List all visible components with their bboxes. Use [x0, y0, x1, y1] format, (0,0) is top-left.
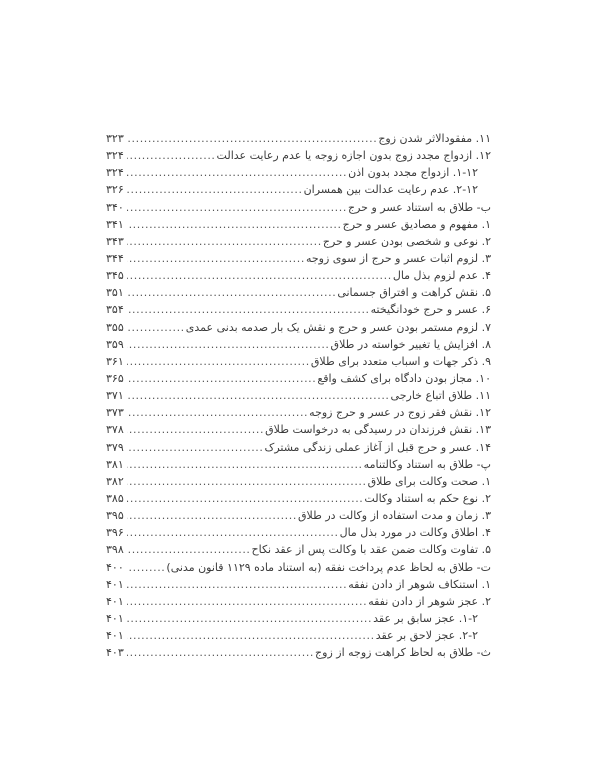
toc-entry	[106, 147, 491, 164]
toc-entry-page: ۳۷۱	[106, 389, 124, 403]
toc-entry	[106, 404, 491, 421]
toc-entry-title: پ- طلاق به استناد وکالتنامه	[363, 457, 491, 471]
dotted-leader	[127, 507, 297, 524]
toc-entry	[106, 370, 491, 387]
toc-entry-page: ۳۶۵	[106, 371, 124, 385]
toc-entry-page: ۳۲۶	[106, 183, 124, 197]
dotted-leader	[127, 439, 264, 456]
dotted-leader	[127, 301, 370, 318]
toc-entry-title: ۲. نوعی و شخصی بودن عسر و حرج	[322, 234, 491, 248]
dotted-leader	[127, 593, 367, 610]
toc-entry	[106, 541, 491, 558]
toc-entry-page: ۳۲۳	[106, 132, 124, 145]
toc-entry-page: ۳۵۹	[106, 337, 124, 351]
toc-entry-title: ۲-۲. عجز لاحق بر عقد	[375, 629, 478, 643]
toc-entry-title: ۴. عدم لزوم بذل مال	[392, 269, 491, 283]
toc-entry-page: ۳۷۸	[106, 423, 124, 437]
toc-entry-page: ۳۷۳	[106, 406, 124, 420]
dotted-leader	[127, 610, 372, 627]
toc-entry	[106, 353, 491, 370]
toc-entry-title: ۷. لزوم مستمر بودن عسر و حرج و نقش یک بار صدمه بدنی عمدی	[185, 320, 491, 334]
dotted-leader	[127, 387, 390, 404]
toc-entry-page: ۳۹۸	[106, 543, 124, 557]
toc-entry	[106, 199, 491, 216]
toc-entry	[106, 387, 491, 404]
toc-entry-page: ۳۲۴	[106, 166, 124, 180]
toc-entry-title: ۱۲. ازدواج مجدد زوج بدون اجازه زوجه یا عدم رعایت عدالت	[216, 149, 491, 163]
toc-entry-page: ۳۴۱	[106, 217, 124, 231]
toc-entry-page: ۳۹۵	[106, 509, 124, 523]
toc-entry	[106, 456, 491, 473]
toc-entry-title: ۱. صحت وکالت برای طلاق	[367, 474, 491, 488]
toc-entry	[106, 130, 491, 147]
dotted-leader	[127, 404, 308, 421]
toc-entry-title: ۲-۱۲. عدم رعایت عدالت بین همسران	[303, 183, 478, 197]
toc-entry-title: ۲. نوع حکم به استناد وکالت	[364, 491, 491, 505]
toc-entry	[106, 181, 491, 198]
toc-entry-page: ۴۰۱	[106, 577, 124, 591]
toc-entry	[106, 473, 491, 490]
toc-entry-title: ۱. مفهوم و مصادیق عسر و حرج	[342, 217, 491, 231]
toc-entry-title: ۱۰. مجاز بودن دادگاه برای کشف واقع	[317, 371, 491, 385]
toc-entry-title: ۶. عسر و حرج خودانگیخته	[370, 303, 491, 317]
toc-entry-title: ت- طلاق به لحاظ عدم پرداخت نفقه (به استناد ماده ۱۱۲۹ قانون مدنی)	[166, 560, 491, 574]
toc-entry-title: ۱. استنکاف شوهر از دادن نفقه	[348, 577, 491, 591]
dotted-leader	[127, 524, 339, 541]
toc-entry-title: ۴. اطلاق وکالت در مورد بذل مال	[339, 526, 491, 540]
dotted-leader	[127, 267, 392, 284]
dotted-leader	[127, 370, 317, 387]
toc-entry-page: ۴۰۰	[106, 560, 124, 574]
toc-entry	[106, 439, 491, 456]
toc-entry-page: ۳۲۴	[106, 149, 124, 163]
toc-entry-page: ۳۷۹	[106, 440, 124, 454]
toc-entry	[106, 319, 491, 336]
toc-entry	[106, 421, 491, 438]
toc-entry	[106, 490, 491, 507]
toc-entry-title: ۹. ذکر جهات و اسباب متعدد برای طلاق	[310, 354, 491, 368]
toc-entry-title: ۱-۱۲. ازدواج مجدد بدون اذن	[348, 166, 478, 180]
toc-entry-title: ث- طلاق به لحاظ کراهت زوجه از زوج	[315, 646, 491, 660]
toc-entry-title: ۱-۲. عجز سابق بر عقد	[373, 611, 478, 625]
dotted-leader	[127, 576, 347, 593]
toc-entry-title: ۲. عجز شوهر از دادن نفقه	[368, 594, 491, 608]
dotted-leader	[127, 421, 264, 438]
dotted-leader	[127, 164, 347, 181]
dotted-leader	[127, 319, 185, 336]
toc-entry	[106, 284, 491, 301]
dotted-leader	[127, 559, 166, 576]
toc-entry-page: ۳۴۵	[106, 269, 124, 283]
toc-entry	[106, 576, 491, 593]
toc-entry	[106, 593, 491, 610]
toc-entry	[106, 627, 491, 644]
toc-entry-title: ۱۴. عسر و حرج قبل از آغاز عملی زندگی مشترک	[264, 440, 491, 454]
toc-entry-page: ۳۵۴	[106, 303, 124, 317]
toc-entry-title: ب- طلاق به استناد عسر و حرج	[347, 200, 491, 214]
toc-entry-page: ۳۹۶	[106, 526, 124, 540]
toc-entry-title: ۱۱. مفقودالاثر شدن زوج	[378, 132, 491, 145]
toc-entry	[106, 301, 491, 318]
toc-entry-title: ۱۲. نقش فقر زوج در عسر و حرج زوجه	[309, 406, 491, 420]
dotted-leader	[127, 216, 342, 233]
toc-entry	[106, 524, 491, 541]
toc-entry	[106, 233, 491, 250]
toc-entry	[106, 644, 491, 661]
dotted-leader	[127, 199, 347, 216]
dotted-leader	[127, 250, 305, 267]
dotted-leader	[127, 181, 303, 198]
toc-entry-title: ۳. لزوم اثبات عسر و حرج از سوی زوجه	[305, 251, 491, 265]
dotted-leader	[127, 541, 251, 558]
toc-entry	[106, 164, 491, 181]
toc-list	[106, 130, 491, 661]
toc-entry-page: ۴۰۱	[106, 629, 124, 643]
toc-entry-page: ۳۵۵	[106, 320, 124, 334]
toc-entry-page: ۳۴۳	[106, 234, 124, 248]
toc-entry-title: ۵. تفاوت وکالت ضمن عقد با وکالت پس از عقد نکاح	[251, 543, 491, 557]
toc-entry-page: ۳۸۱	[106, 457, 124, 471]
toc-entry-page: ۴۰۱	[106, 594, 124, 608]
dotted-leader	[127, 130, 378, 147]
toc-entry	[106, 507, 491, 524]
dotted-leader	[127, 233, 322, 250]
toc-entry-page: ۴۰۱	[106, 611, 124, 625]
toc-entry-page: ۳۵۱	[106, 286, 124, 300]
toc-entry	[106, 610, 491, 627]
toc-entry	[106, 267, 491, 284]
dotted-leader	[127, 284, 337, 301]
toc-entry-title: ۵. نقش کراهت و افتراق جسمانی	[337, 286, 491, 300]
dotted-leader	[127, 147, 216, 164]
dotted-leader	[127, 456, 363, 473]
toc-entry-title: ۸. افزایش یا تغییر خواسته در طلاق	[330, 337, 491, 351]
toc-entry	[106, 336, 491, 353]
toc-entry-page: ۳۶۱	[106, 354, 124, 368]
toc-entry-title: ۱۱. طلاق اتباع خارجی	[390, 389, 491, 403]
toc-entry-title: ۳. زمان و مدت استفاده از وکالت در طلاق	[297, 509, 491, 523]
toc-entry	[106, 216, 491, 233]
toc-entry	[106, 559, 491, 576]
toc-entry-page: ۳۸۵	[106, 491, 124, 505]
dotted-leader	[127, 627, 375, 644]
dotted-leader	[127, 644, 314, 661]
toc-entry-title: ۱۳. نقش فرزندان در رسیدگی به درخواست طلاق	[265, 423, 491, 437]
toc-entry-page: ۳۴۴	[106, 251, 124, 265]
toc-entry	[106, 250, 491, 267]
dotted-leader	[127, 473, 367, 490]
toc-entry-page: ۴۰۳	[106, 646, 124, 660]
dotted-leader	[127, 336, 330, 353]
toc-entry-page: ۳۴۰	[106, 200, 124, 214]
toc-entry-page: ۳۸۲	[106, 474, 124, 488]
dotted-leader	[127, 353, 310, 370]
dotted-leader	[127, 490, 364, 507]
